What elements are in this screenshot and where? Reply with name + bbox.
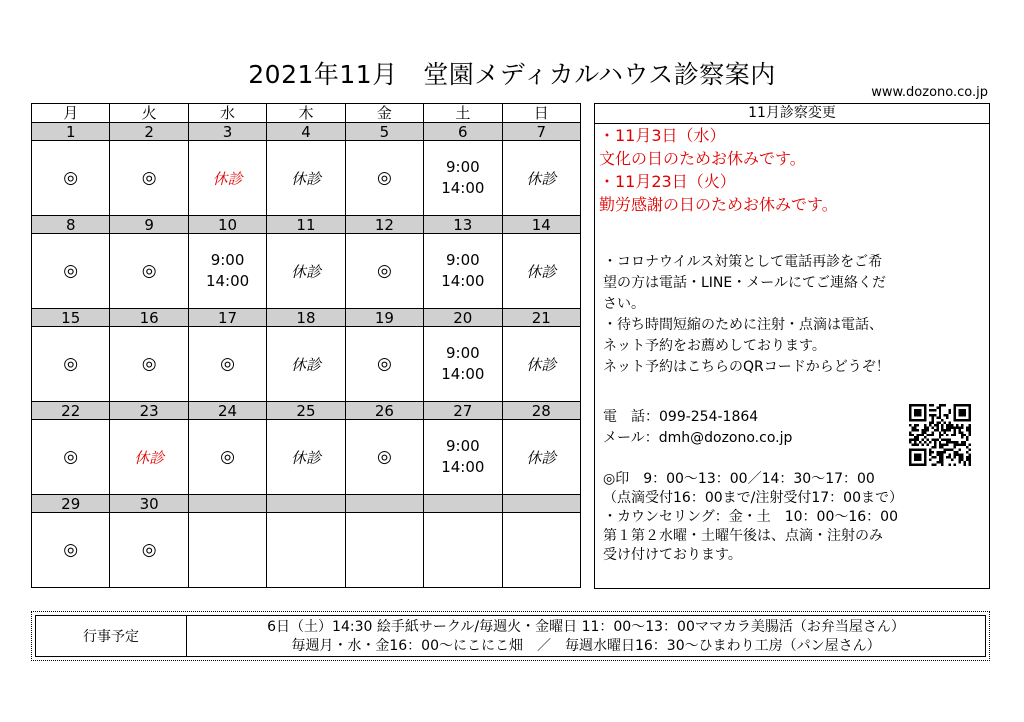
date-cell [502, 495, 580, 513]
date-cell: 25 [267, 402, 345, 420]
info-title: 11月診察変更 [595, 104, 989, 124]
schedule-cell [32, 327, 110, 402]
open-mark: ◎ [141, 168, 157, 188]
date-row [32, 216, 581, 234]
schedule-cell [110, 141, 188, 216]
schedule-cell [267, 420, 345, 495]
closure-notices [595, 124, 989, 216]
date-cell: 28 [502, 402, 580, 420]
open-mark: ◎ [141, 354, 157, 374]
open-mark: ◎ [220, 354, 235, 374]
hours-label: 9:00 14:00 [441, 344, 485, 383]
calendar-table [31, 103, 581, 588]
hours-line: ◎印 9：00～13：00／14：30～17：00 [603, 471, 875, 487]
date-cell: 29 [32, 495, 110, 513]
schedule-cell [502, 141, 580, 216]
date-cell: 20 [424, 309, 502, 327]
closure-line: ・11月3日（水） [599, 126, 726, 145]
schedule-cell [424, 234, 502, 309]
phone-line: 電 話：099-254-1864 [603, 409, 759, 425]
closure-line: 文化の日のためお休みです。 [599, 149, 806, 168]
info-panel [594, 103, 990, 589]
date-cell: 9 [110, 216, 188, 234]
hours-label: 9:00 14:00 [441, 251, 485, 290]
date-cell: 2 [110, 123, 188, 141]
schedule-cell [424, 513, 502, 588]
schedule-cell [188, 513, 266, 588]
weekday-header: 水 [188, 104, 266, 123]
hours-label: 9:00 14:00 [441, 437, 485, 476]
date-cell: 1 [32, 123, 110, 141]
contact-block [603, 407, 792, 449]
closed-label: 休診 [290, 262, 321, 281]
hours-label: 9:00 14:00 [205, 251, 250, 290]
date-cell: 5 [345, 123, 423, 141]
date-cell: 15 [32, 309, 110, 327]
open-mark: ◎ [376, 168, 392, 188]
notice-line: ネット予約をお薦めしております。 [603, 338, 826, 354]
schedule-cell [424, 327, 502, 402]
date-cell: 22 [32, 402, 110, 420]
notice-block [603, 252, 983, 378]
date-cell: 14 [502, 216, 580, 234]
schedule-cell [345, 513, 423, 588]
date-cell: 19 [345, 309, 423, 327]
page-title: 2021年11月 堂園メディカルハウス診察案内 [248, 60, 776, 89]
notice-line: 望の方は電話・LINE・メールにてご連絡くだ [603, 275, 886, 291]
events-text [187, 616, 985, 656]
date-cell: 12 [345, 216, 423, 234]
schedule-cell [110, 513, 188, 588]
date-cell: 30 [110, 495, 188, 513]
open-mark: ◎ [63, 540, 79, 560]
date-cell: 8 [32, 216, 110, 234]
schedule-cell [345, 420, 423, 495]
closed-label: 休診 [526, 169, 557, 188]
open-mark: ◎ [63, 261, 79, 281]
schedule-row [32, 141, 581, 216]
date-row [32, 309, 581, 327]
date-cell: 11 [267, 216, 345, 234]
schedule-cell [502, 513, 580, 588]
schedule-cell [424, 141, 502, 216]
schedule-row [32, 420, 581, 495]
schedule-cell [424, 420, 502, 495]
hours-line: ・カウンセリング：金・土 10：00～16：00 [603, 509, 898, 525]
schedule-cell [188, 420, 266, 495]
schedule-cell [502, 234, 580, 309]
event-line: 6日（土）14:30 絵手紙サークル/毎週火・金曜日 11：00～13：00ママカラ美腸活（お弁当屋さん） [267, 619, 905, 635]
schedule-cell [267, 141, 345, 216]
email-line: メール：dmh@dozono.co.jp [603, 430, 793, 446]
closed-label: 休診 [290, 355, 321, 374]
date-cell: 3 [188, 123, 266, 141]
weekday-header: 木 [267, 104, 345, 123]
hours-label: 9:00 14:00 [441, 158, 485, 197]
date-cell: 4 [267, 123, 345, 141]
closed-holiday: 休診 [134, 448, 165, 467]
notice-line: さい。 [603, 296, 645, 312]
open-mark: ◎ [63, 354, 79, 374]
schedule-cell [345, 327, 423, 402]
schedule-cell [110, 420, 188, 495]
schedule-cell [267, 513, 345, 588]
closed-label: 休診 [290, 169, 321, 188]
open-mark: ◎ [376, 261, 392, 281]
schedule-cell [267, 327, 345, 402]
schedule-cell [32, 513, 110, 588]
hours-line: 第１第２水曜・土曜午後は、点滴・注射のみ [603, 528, 883, 544]
event-line: 毎週月・水・金16：00～にこにこ畑 ／ 毎週水曜日16：30～ひまわり工房（パン屋さん） [291, 638, 881, 654]
schedule-cell [32, 234, 110, 309]
schedule-row [32, 234, 581, 309]
notice-line: ネット予約はこちらのQRコードからどうぞ！ [603, 359, 890, 375]
schedule-cell [188, 141, 266, 216]
notice-line: ・コロナウイルス対策として電話再診をご希 [603, 254, 883, 270]
weekday-header: 月 [32, 104, 110, 123]
schedule-cell [345, 141, 423, 216]
date-cell [267, 495, 345, 513]
date-cell [188, 495, 266, 513]
schedule-cell [345, 234, 423, 309]
schedule-cell [502, 420, 580, 495]
open-mark: ◎ [376, 354, 392, 374]
schedule-cell [502, 327, 580, 402]
date-row [32, 495, 581, 513]
date-cell [424, 495, 502, 513]
open-mark: ◎ [63, 447, 79, 467]
closed-label: 休診 [290, 448, 321, 467]
events-label: 行事予定 [36, 616, 187, 656]
hours-line: （点滴受付16：00まで/注射受付17：00まで） [603, 490, 903, 506]
date-cell: 27 [424, 402, 502, 420]
hours-block [603, 470, 988, 565]
weekday-header: 土 [424, 104, 502, 123]
closed-label: 休診 [526, 262, 557, 281]
schedule-cell [110, 234, 188, 309]
closure-line: ・11月23日（火） [599, 172, 736, 191]
date-cell [345, 495, 423, 513]
date-row [32, 123, 581, 141]
hours-line: 受け付けております。 [603, 547, 742, 563]
date-cell: 26 [345, 402, 423, 420]
date-cell: 21 [502, 309, 580, 327]
date-cell: 6 [424, 123, 502, 141]
schedule-cell [267, 234, 345, 309]
open-mark: ◎ [141, 540, 157, 560]
date-cell: 13 [424, 216, 502, 234]
schedule-cell [32, 141, 110, 216]
weekday-header-row [32, 104, 581, 123]
website-url: www.dozono.co.jp [871, 85, 988, 100]
date-row [32, 402, 581, 420]
date-cell: 24 [188, 402, 266, 420]
date-cell: 10 [188, 216, 266, 234]
open-mark: ◎ [141, 261, 157, 281]
schedule-cell [110, 327, 188, 402]
weekday-header: 金 [345, 104, 423, 123]
date-cell: 18 [267, 309, 345, 327]
notice-line: ・待ち時間短縮のために注射・点滴は電話、 [603, 317, 883, 333]
date-cell: 16 [110, 309, 188, 327]
schedule-cell [188, 234, 266, 309]
closed-holiday: 休診 [212, 169, 243, 188]
schedule-cell [32, 420, 110, 495]
qr-code-icon[interactable] [909, 404, 971, 466]
open-mark: ◎ [376, 447, 392, 467]
closed-label: 休診 [526, 355, 557, 374]
closed-label: 休診 [526, 448, 557, 467]
weekday-header: 日 [502, 104, 580, 123]
open-mark: ◎ [220, 447, 235, 467]
schedule-row [32, 513, 581, 588]
open-mark: ◎ [63, 168, 79, 188]
schedule-cell [188, 327, 266, 402]
weekday-header: 火 [110, 104, 188, 123]
closure-line: 勤労感謝の日のためお休みです。 [599, 195, 838, 214]
date-cell: 23 [110, 402, 188, 420]
schedule-row [32, 327, 581, 402]
date-cell: 7 [502, 123, 580, 141]
date-cell: 17 [188, 309, 266, 327]
events-box [31, 611, 990, 661]
